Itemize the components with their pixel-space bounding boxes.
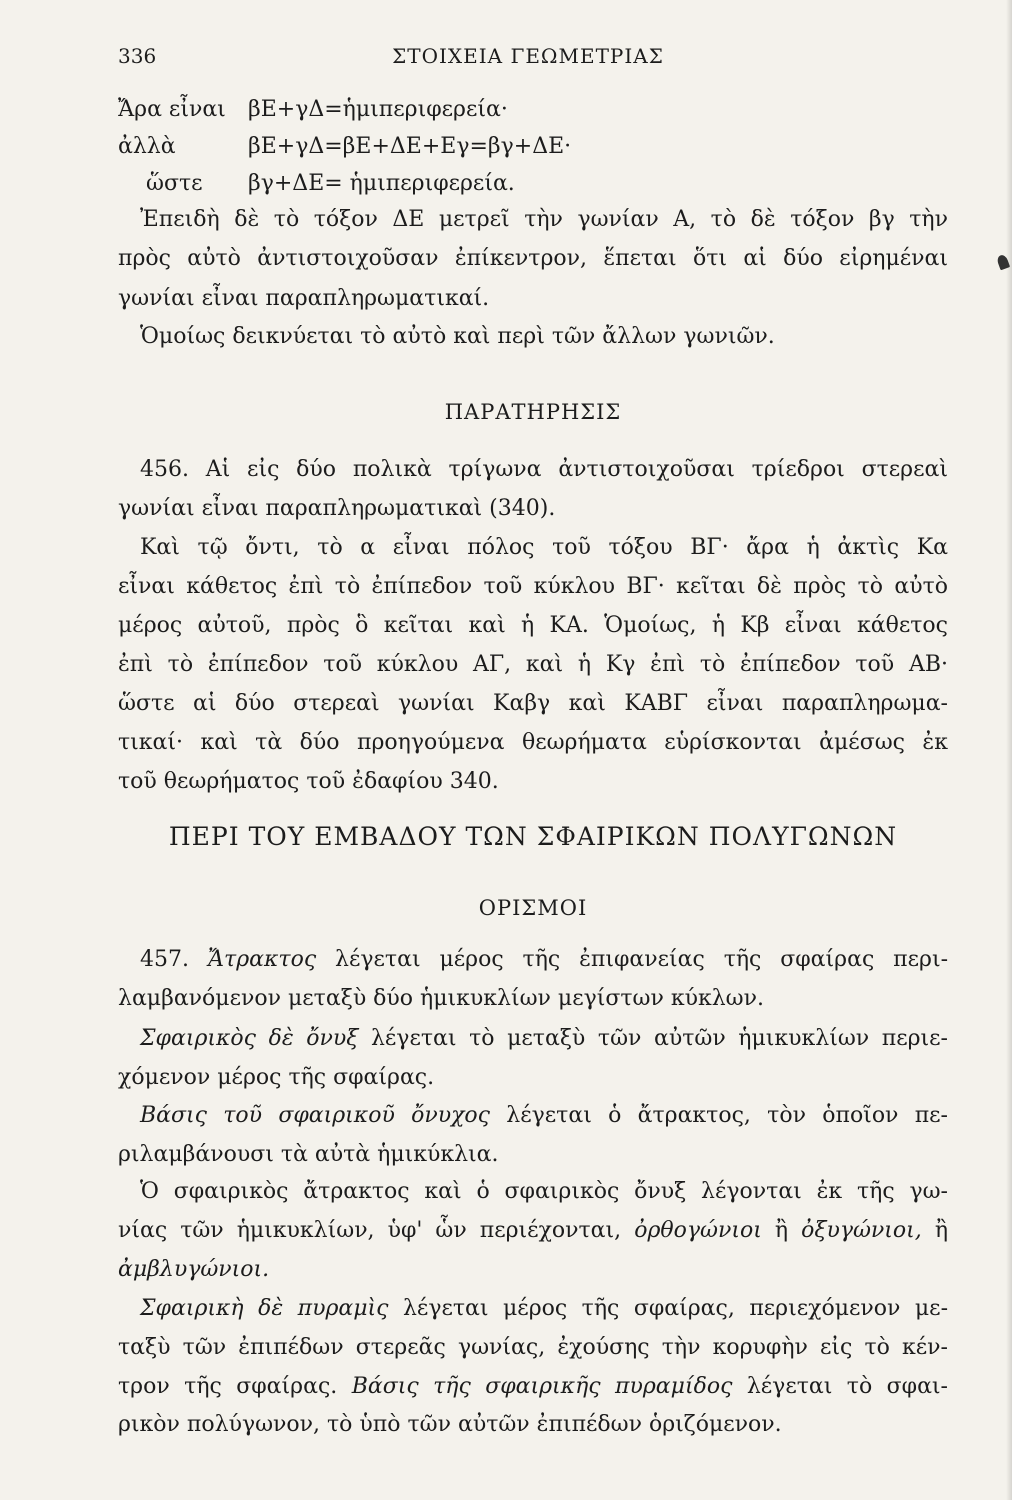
definition-line: Ὁ σφαιρικὸς ἄτρακτος καὶ ὁ σφαιρικὸς ὄνυξ λέγονται ἐκ τῆς γω- [140, 1179, 948, 1204]
paragraph-line: ἐπὶ τὸ ἐπίπεδον τοῦ κύκλου ΑΓ, καὶ ἡ Κγ ἐπὶ τὸ ἐπίπεδον τοῦ ΑΒ· [118, 652, 948, 677]
definition-number: 457. [140, 947, 189, 972]
paragraph-line: γωνίαι εἶναι παραπληρωματικαὶ (340). [118, 496, 556, 521]
definition-text: λέγεται μέρος τῆς σφαίρας, περιεχόμενον με- [402, 1296, 949, 1321]
definition-text: λέγεται μέρος τῆς ἐπιφανείας τῆς σφαίρας περι- [335, 947, 948, 972]
equation-label: ἀλλὰ [118, 134, 176, 159]
paragraph-line: μέρος αὐτοῦ, πρὸς ὃ κεῖται καὶ ἡ ΚΑ. Ὁμοίως, ἡ Κβ εἶναι κάθετος [118, 613, 948, 638]
definition-text: λέγεται τὸ μεταξὺ τῶν αὐτῶν ἡμικυκλίων περιε- [370, 1026, 948, 1051]
section-title: ΠΕΡΙ ΤΟΥ ΕΜΒΑΔΟΥ ΤΩΝ ΣΦΑΙΡΙΚΩΝ ΠΟΛΥΓΩΝΩΝ [168, 822, 898, 851]
definition-term: Ἄτρακτος [207, 947, 317, 972]
definition-text: ἢ [934, 1218, 949, 1243]
definition-text: λέγεται ὁ ἄτρακτος, τὸν ὁποῖον πε- [506, 1103, 948, 1128]
paragraph-line: γωνίαι εἶναι παραπληρωματικαί. [118, 286, 490, 311]
equation-label: ὥστε [146, 171, 203, 196]
definition-line [118, 1216, 948, 1246]
definition-term: Βάσις τῆς σφαιρικῆς πυραμίδος [351, 1374, 733, 1399]
equation-expr: βγ+ΔΕ= ἡμιπεριφερεία. [248, 171, 515, 196]
definitions-heading: ΟΡΙΣΜΟΙ [478, 896, 588, 920]
definition-line [118, 1372, 948, 1402]
paragraph-line: ὥστε αἱ δύο στερεαὶ γωνίαι Καβγ καὶ ΚΑΒΓ εἶναι παραπληρωμα- [118, 691, 948, 716]
definition-term: Σφαιρικὴ δὲ πυραμὶς [140, 1296, 389, 1321]
definition-line: ἀμβλυγώνιοι. [118, 1257, 270, 1282]
definition-term: Σφαιρικὸς δὲ ὄνυξ [140, 1026, 359, 1051]
definition-term: ὀξυγώνιοι, [801, 1218, 922, 1243]
definition-line: ριλαμβάνουσι τὰ αὐτὰ ἡμικύκλια. [118, 1142, 499, 1167]
definition-line: χόμενον μέρος τῆς σφαίρας. [118, 1065, 435, 1090]
definition-text: νίας τῶν ἡμικυκλίων, ὑφ' ὧν περιέχονται, [118, 1218, 622, 1243]
definition-line [140, 1024, 948, 1054]
definition-term: Βάσις τοῦ σφαιρικοῦ ὄνυχος [140, 1103, 490, 1128]
page-header [118, 44, 938, 74]
page-edge-shadow [1006, 0, 1012, 1500]
definition-line: ρικὸν πολύγωνον, τὸ ὑπὸ τῶν αὐτῶν ἐπιπέδων ὁριζόμενον. [118, 1412, 782, 1437]
definition-text: τρον τῆς σφαίρας. [118, 1374, 338, 1399]
definition-text: ἢ [774, 1218, 789, 1243]
equation-line [118, 169, 948, 199]
paragraph-line: τικαί· καὶ τὰ δύο προηγούμενα θεωρήματα εὑρίσκονται ἀμέσως ἐκ [118, 730, 948, 755]
definition-line: ταξὺ τῶν ἐπιπέδων στερεᾶς γωνίας, ἐχούσης τὴν κορυφὴν εἰς τὸ κέν- [118, 1335, 948, 1360]
paragraph-line: τοῦ θεωρήματος τοῦ ἐδαφίου 340. [118, 769, 499, 794]
paragraph-line: Καὶ τῷ ὄντι, τὸ α εἶναι πόλος τοῦ τόξου ΒΓ· ἄρα ἡ ἀκτὶς Κα [140, 535, 948, 560]
definition-line [140, 1101, 948, 1131]
definition-line [140, 945, 948, 975]
running-title: ΣΤΟΙΧΕΙΑ ΓΕΩΜΕΤΡΙΑΣ [392, 44, 664, 68]
equation-line [118, 95, 948, 125]
definition-term: ὀρθογώνιοι [634, 1218, 762, 1243]
definition-line: λαμβανόμενον μεταξὺ δύο ἡμικυκλίων μεγίστων κύκλων. [118, 986, 764, 1011]
definition-text: λέγεται τὸ σφαι- [746, 1374, 948, 1399]
paragraph-line: Ἐπειδὴ δὲ τὸ τόξον ΔΕ μετρεῖ τὴν γωνίαν Α, τὸ δὲ τόξον βγ τὴν [140, 207, 948, 232]
equation-label: Ἄρα εἶναι [118, 97, 226, 122]
definition-line [140, 1294, 948, 1324]
equation-line [118, 132, 948, 162]
equation-expr: βΕ+γΔ=βΕ+ΔΕ+Εγ=βγ+ΔΕ· [248, 134, 572, 159]
paragraph-line: εἶναι κάθετος ἐπὶ τὸ ἐπίπεδον τοῦ κύκλου ΒΓ· κεῖται δὲ πρὸς τὸ αὐτὸ [118, 574, 948, 599]
remark-heading: ΠΑΡΑΤΗΡΗΣΙΣ [444, 400, 622, 424]
page-number: 336 [118, 44, 157, 68]
paragraph-line: Ὁμοίως δεικνύεται τὸ αὐτὸ καὶ περὶ τῶν ἄλλων γωνιῶν. [140, 324, 775, 349]
paragraph-line: πρὸς αὐτὸ ἀντιστοιχοῦσαν ἐπίκεντρον, ἕπεται ὅτι αἱ δύο εἰρημέναι [118, 246, 948, 271]
equation-expr: βΕ+γΔ=ἡμιπεριφερεία· [248, 97, 508, 122]
paragraph-line: 456. Αἱ εἰς δύο πολικὰ τρίγωνα ἀντιστοιχοῦσαι τρίεδροι στερεαὶ [140, 457, 948, 482]
